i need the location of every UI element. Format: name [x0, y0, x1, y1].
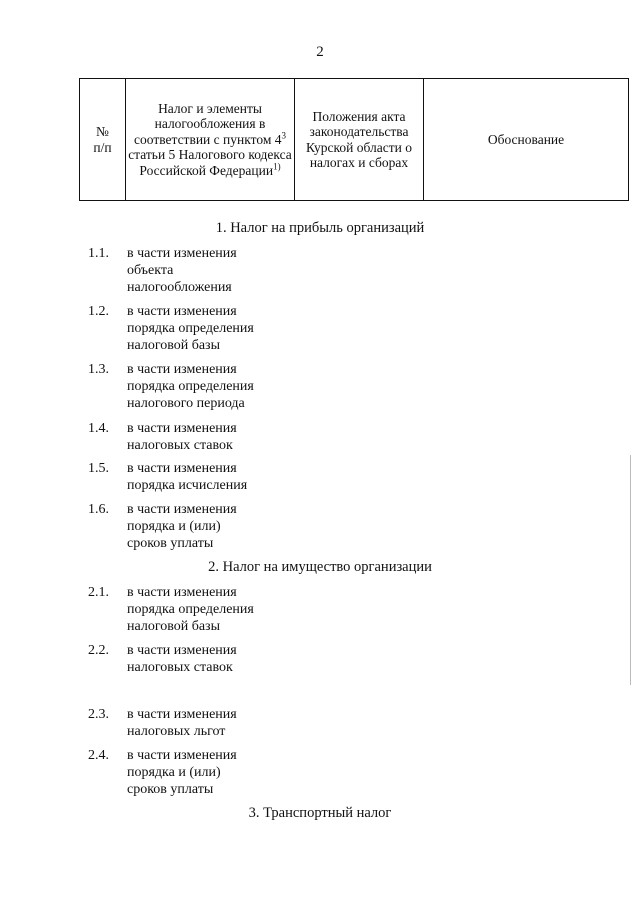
item-text: в части изменения налоговых ставок [127, 421, 237, 453]
item-number: 2.2. [88, 643, 109, 658]
item-number: 1.1. [88, 246, 109, 261]
item-text: в части изменения порядка определения налоговой базы [127, 585, 254, 634]
item-number: 1.4. [88, 421, 109, 436]
item-text: в части изменения порядка и (или) сроков уплаты [127, 502, 237, 551]
item-text: в части изменения порядка исчисления [127, 461, 248, 493]
item-number: 1.3. [88, 362, 109, 377]
header-table [79, 78, 629, 201]
item-number: 2.4. [88, 748, 109, 763]
section-title: 2. Налог на имущество организации [208, 559, 432, 575]
item-text: в части изменения налоговых льгот [127, 707, 237, 739]
item-text: в части изменения порядка определения налогового периода [127, 362, 254, 411]
item-text: в части изменения налоговых ставок [127, 643, 237, 675]
header-col-tax-superscript: 3 [281, 130, 286, 141]
header-col-tax-footnote: 1) [273, 161, 281, 172]
header-col-number: № п/п [80, 79, 126, 201]
section-title: 3. Транспортный налог [248, 805, 392, 821]
section-title: 1. Налог на прибыль организаций [215, 220, 425, 236]
header-col-tax-tail: статьи 5 Налогового кодекса Российской Федерации [128, 147, 292, 178]
scan-edge-mark [630, 455, 631, 685]
page-number: 2 [316, 44, 324, 60]
item-number: 2.1. [88, 585, 109, 600]
header-col-tax-main: Налог и элементы налогообложения в соответствии с пунктом 4 [134, 100, 282, 147]
item-number: 2.3. [88, 707, 109, 722]
item-text: в части изменения порядка определения налоговой базы [127, 304, 254, 353]
item-text: в части изменения объекта налогообложения [127, 246, 237, 295]
item-number: 1.5. [88, 461, 109, 476]
item-number: 1.2. [88, 304, 109, 319]
header-col-regional-act: Положения акта законодательства Курской области о налогах и сборах [295, 79, 424, 201]
item-number: 1.6. [88, 502, 109, 517]
item-text: в части изменения порядка и (или) сроков уплаты [127, 748, 237, 797]
header-col-tax-elements [126, 79, 295, 201]
header-col-justification: Обоснование [424, 79, 629, 201]
